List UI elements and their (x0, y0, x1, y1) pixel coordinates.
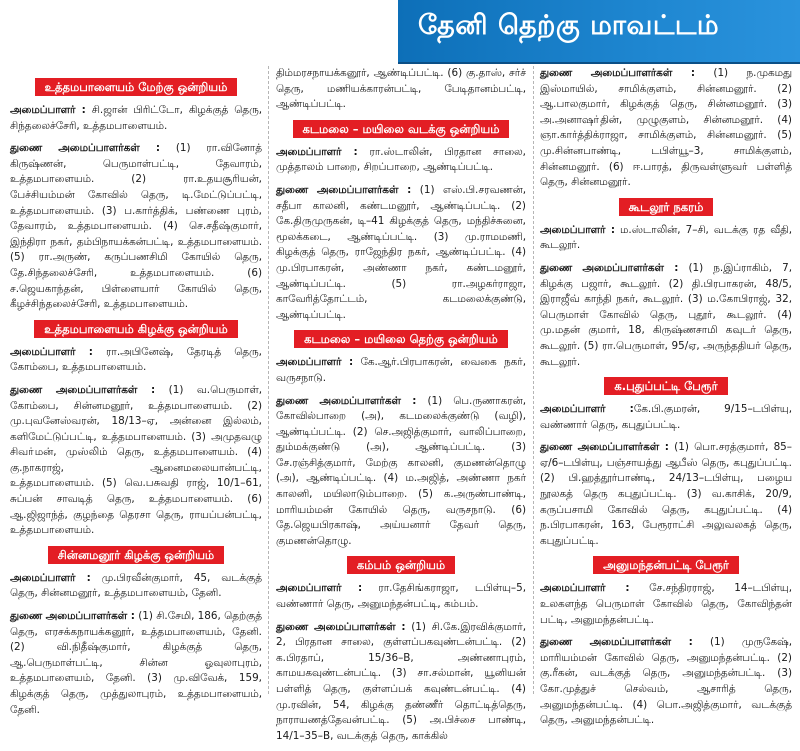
entry-label: துணை அமைப்பாளர்கள் : (540, 67, 696, 79)
entry-label: துணை அமைப்பாளர்கள் : (10, 383, 156, 396)
section-heading: க.புதுப்பட்டி பேரூர் (604, 377, 727, 395)
deputy-organizers-entry (540, 66, 792, 191)
deputy-organizers-entry (540, 635, 792, 729)
section-heading: கூடலூர் நகரம் (619, 198, 714, 216)
deputy-organizers-entry (10, 609, 262, 718)
deputy-organizers-entry (540, 440, 792, 549)
entry-label: அமைப்பாளர் : (10, 104, 86, 116)
entry-text: மு.பிரவீன்குமார், 45, வடக்குத் தெரு, சின்னமனூர், உத்தமபாளையம், தேனி. (10, 571, 262, 600)
entry-label: துணை அமைப்பாளர்கள் : (540, 261, 679, 274)
entry-label: அமைப்பாளர் : (10, 571, 91, 584)
deputy-organizers-entry (276, 394, 526, 550)
entry-text: கே.பி.குமரன், 9/15–டபிள்யு, வண்ணார் தெரு, கபுதுப்பட்டி. (540, 403, 792, 431)
entry-label: அமைப்பாளர் : (10, 345, 93, 358)
entry-text: ரா.அபினேஷ், தேரடித் தெரு, கோம்பை, உத்தமபாளையம். (10, 345, 262, 374)
section-heading: கடமலை – மயிலை தெற்கு ஒன்றியம் (294, 330, 508, 348)
entry-text: (1) பொ.சரத்குமார், 85–ஏ/6–டபிள்யு, பஞ்சாயத்து ஆபீஸ் தெரு, கபுதுப்பட்டி. (2) பி.ஹத்தூர்பாண்டி, 24/13–டபிள்யு, பழைய நூலகத் தெரு கபுதுப்பட்டி. (3) வ.காசிக், 20/9, கருப்பசாமி கோவில் தெரு, கபுதுப்பட்டி. (4) ந.பிரபாகரன், 163, பேரூராட்சி அலுவலகத் தெரு, கபுதுப்பட்டி. (540, 441, 792, 547)
organizer-entry (276, 145, 526, 176)
section-heading: கம்பம் ஒன்றியம் (347, 556, 455, 574)
district-title: தேனி தெற்கு மாவட்டம் (418, 10, 720, 41)
column-3 (540, 66, 792, 736)
entry-text: (1) ந.இப்ராகிம், 7, கிழக்கு பஜார், கூடலூர். (2) தி.பிரபாகரன், 48/5, இராஜீவ் காந்தி நகர், கூடலூர். (3) ம.கோபிராஜ், 32, பெருமாள் கோவில் தெரு, புதூர், கூடலூர். (4) மு.மதன் குமார், 18, கிருஷ்ணசாமி கவுடர் தெரு, கூடலூர். (5) ரா.பெருமாள், 95/ஏ, அருந்ததியர் தெரு, கூடலூர். (540, 261, 792, 368)
deputy-organizers-entry (276, 620, 526, 745)
entry-label: அமைப்பாளர் : (276, 582, 363, 595)
organizer-entry (10, 571, 262, 602)
deputy-organizers-entry (540, 261, 792, 370)
entry-label: அமைப்பாளர் : (540, 223, 615, 236)
column-divider (533, 66, 534, 694)
entry-text: (1) வ.பெருமாள், கோம்பை, சின்னமனூர், உத்தமபாளையம். (2) மு.புவனேஸ்வரன், 18/13–ஏ, அன்னை இல்லம், களிமேட்டுப்பட்டி, உத்தமபாளையம். (3) அமுதவழு சிவா்மன், முஸ்லிம் தெரு, உத்தமபாளையம். (4) கு.நாகராஜ், ஆனைமலையான்பட்டி, உத்தமபாளையம். (5) வெ.பசுவதி ராஜ், 10/1–61, சுப்பன் சாவடித் தெரு, உத்தமபாளையம். (6) ஆ.ஜிஜாந்த், குழந்தை தெரசா தெரு, ராயப்பன்பட்டி, உத்தமபாளையம். (10, 383, 262, 537)
entry-text: திம்மரசநாயக்கனூர், ஆண்டிப்பட்டி. (6) கு.தாஸ், சர்ச் தெரு, மணியக்காரன்பட்டி, பேடிதானம்பட்டி, ஆண்டிப்பட்டி. (276, 67, 526, 111)
deputy-organizers-entry (276, 183, 526, 323)
section-heading: அனுமந்தன்பட்டி பேரூர் (593, 556, 739, 574)
entry-text: (1) சி.கே.இரவிக்குமார், 2, பிரதான சாலை, குள்ளப்பகவுண்டன்பட்டி. (2) க.பிரதாப், 15/36–B, அண்ணாபுரம், காமயகவுண்டன்பட்டி. (3) சா.சல்மான், யூனியன் பள்ளித் தெரு, குள்ளப்பக் கவுண்டன்பட்டி. (4) மு.ரவின், 54, கிழக்கு தண்ணீர் தொட்டித்தெரு, நாராயணத்தேவன்பட்டி. (5) அ.பிச்சை பாண்டி, 14/1–35–B, வடக்குத் தெரு, காக்கில் (276, 620, 526, 742)
deputy-organizers-entry (10, 141, 262, 313)
column-2 (276, 66, 526, 751)
section-heading: உத்தமபாளையம் மேற்கு ஒன்றியம் (35, 78, 238, 96)
entry-text: ரா.தேசிங்கராஜா, டபிள்யு–5, வண்ணார் தெரு, அனுமந்தன்பட்டி, கம்பம். (276, 582, 526, 611)
entry-text: (1) பெ.ருணாகரன், கோவில்பாறை (அ), கடமலைக்குண்டு (வழி), ஆண்டிப்பட்டி. (2) செ.அஜித்குமார், வாலிப்பாறை, தும்மக்குண்டு (அ), ஆண்டிப்பட்டி. (3) சே.ரஞ்சித்குமார், மேற்கு காலனி, குமணன்தொழு (அ), ஆண்டிப்பட்டி. (4) ம.அஜித், அண்ணா நகர் காலனி, மயிலாடும்பாறை. (5) க.அருண்பாண்டி, மாரியம்மன் கோயில் தெரு, வருசநாடு. (6) தே.ஜெயபிரகாஷ், அய்யனார் தேவர் தெரு, குமணன்தொழு. (276, 394, 527, 547)
entry-label: துணை அமைப்பாளர்கள் : (10, 142, 161, 155)
section-heading: கடமலை – மயிலை வடக்கு ஒன்றியம் (293, 120, 510, 138)
organizer-entry (540, 402, 792, 433)
entry-text: கே.ஆர்.பிரபாகரன், வைகை நகர், வருசநாடு. (276, 356, 527, 384)
section-heading: சின்னமனூர் கிழக்கு ஒன்றியம் (48, 546, 224, 564)
organizer-entry (10, 345, 262, 376)
organizer-entry (10, 103, 262, 134)
entry-label: துணை அமைப்பாளர்கள் : (276, 183, 412, 196)
entry-text: ம.ஸ்டாலின், 7–சி, வடக்கு ரத வீதி, கூடலூர். (540, 223, 792, 252)
entry-text: (1) சி.சேமி, 186, தெற்குத் தெரு, எரசக்கநாயக்கனூர், உத்தமபாளையம், தேனி. (2) வி.நிதீஷ்குமார், கிழக்குத் தெரு, ஆ.பெருமாள்பட்டி, சின்ன ஓவுலாபுரம், உத்தமபாளையம், தேனி. (3) மு.விவேக், 159, கிழக்குத் தெரு, முத்துலாபுரம், உத்தமபாளையம், தேனி. (10, 610, 262, 716)
entry-text: (1) முருகேஷ், மாரியம்மன் கோவில் தெரு, அனுமந்தன்பட்டி. (2) கு.ரீகன், வடக்குத் தெரு, அனுமந்தன்பட்டி. (3) கோ.முத்துச் செல்வம், ஆசாரித் தெரு, அனுமந்தன்பட்டி. (4) பொ.அஜித்குமார், வடக்குத் தெரு, அனுமந்தன்பட்டி. (540, 636, 792, 727)
entry-text: (1) எஸ்.பி.சரவணன், சதீபா காலனி, கண்டமனூர், ஆண்டிப்பட்டி. (2) கே.திருமுருகன், டி–41 கிழக்குத் தெரு, மந்திச்சுனை, மூலக்கடை, ஆண்டிப்பட்டி. (3) மு.ராமமணி, கிழக்குத் தெரு, ராஜேந்திர நகர், ஆண்டிப்பட்டி. (4) மு.பிரபாகரன், அண்ணா நகர், கண்டமனூர், ஆண்டிப்பட்டி. (5) ரா.அழகர்ராஜா, காவேரித்தோட்டம், கடமலைக்குண்டு, ஆண்டிப்பட்டி. (276, 183, 527, 321)
entry-label: துணை அமைப்பாளர்கள் : (276, 620, 406, 633)
entry-label: துணை அமைப்பாளர்கள் : (10, 610, 135, 623)
organizer-entry (276, 581, 526, 612)
entry-label: துணை அமைப்பாளர்கள் : (276, 394, 417, 407)
entry-text: (1) ந.முகமது இஸ்மாயில், சாமிக்குளம், சின்னமனூர். (2) ஆ.பாலகுமார், கிழக்குத் தெரு, சின்னமனூர். (3) அ.அனாஷா்தின், முழுகுளம், சின்னமனூர். (4) ஞா.கார்த்திக்ராஜா, சாமிக்குளம், சின்னமனூர். (5) மு.சின்னபாண்டி, டபிள்யூ–3, சாமிக்குளம், சின்னமனூர். (6) ஈ.பாரத், திருவள்ளுவர் பள்ளித் தெரு, சின்னமனூர். (540, 67, 792, 189)
organizer-entry (540, 581, 792, 628)
district-banner (398, 0, 800, 64)
entry-label: துணை அமைப்பாளர்கள் : (540, 636, 693, 649)
entry-label: துணை அமைப்பாளர்கள் : (540, 441, 669, 454)
entry-label: அமைப்பாளர் : (276, 356, 354, 369)
deputy-organizers-entry (10, 383, 262, 539)
entry-text: சி.ஜான் பிரிட்டோ, கிழக்குத் தெரு, சிந்தலைச்சேரி, உத்தமபாளையம். (10, 104, 262, 132)
continued-entry (276, 66, 526, 113)
organizer-entry (540, 223, 792, 254)
entry-label: அமைப்பாளர் : (276, 145, 358, 158)
entry-text: (1) ரா.வினோத் கிருஷ்ணன், பெருமாள்பட்டி, தேவாரம், உத்தமபாளையம். (2) ரா.உதயசூரியன், பேச்சியம்மன் கோவில் தெரு, டி.மேட்டுப்பட்டி, உத்தமபாளையம். (3) ப.கார்த்திக், பண்ணை புரம், தேவாரம், உத்தமபாளையம். (4) செ.சதீஷ்குமார், இந்திரா நகர், தம்பிநாயக்கன்பட்டி, உத்தமபாளையம். (5) ரா.அருண், கருப்பணசிமி கோயில் தெரு, தே.சிந்தலைச்சேரி, உத்தமபாளையம். (6) ச.ஜெயகாந்தன், பிள்ளையார் கோயில் தெரு, கீழச்சிந்தலைச்சேரி, உத்தமபாளையம். (10, 142, 262, 311)
entry-text: ரா.ஸ்டாலின், பிரதான சாலை, முத்தாலம் பாறை, சிறப்பாறை, ஆண்டிப்பட்டி. (276, 145, 526, 174)
column-1 (10, 78, 262, 725)
column-divider (268, 66, 269, 694)
entry-label: அமைப்பாளர் : (540, 403, 634, 416)
section-heading: உத்தமபாளையம் கிழக்கு ஒன்றியம் (34, 320, 238, 338)
entry-text: சே.சந்திரராஜ், 14–டபிள்யு, உலகளந்த பெருமாள் கோவில் தெரு, கோவிந்தன் பட்டி, அனுமந்தன்பட்டி. (540, 582, 793, 626)
entry-label: அமைப்பாளர் : (540, 582, 630, 595)
organizer-entry (276, 355, 526, 386)
